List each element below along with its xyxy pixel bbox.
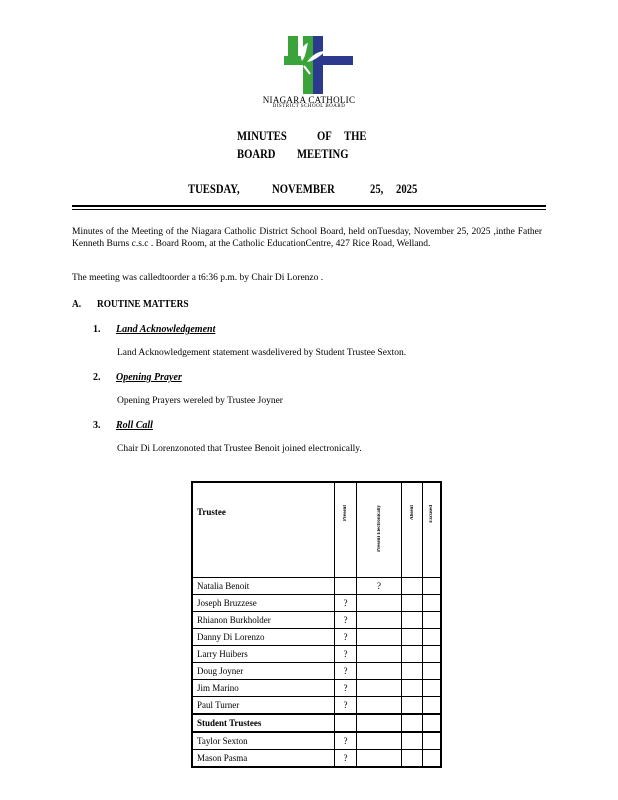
electronic-mark [357,750,402,768]
item-title: Opening Prayer [116,372,182,383]
item-title: Land Acknowledgement [116,324,216,335]
electronic-mark [357,680,402,697]
header-rule-thick [72,205,546,207]
called-to-order: The meeting was calledtoorder a t6:36 p.m. by Chair Di Lorenzo . [72,273,324,283]
electronic-mark [357,732,402,750]
trustee-name: Rhianon Burkholder [192,612,335,629]
logo-subtitle: DISTRICT SCHOOL BOARD [272,104,346,109]
header-rule-thin [72,209,546,210]
absent-header [402,482,423,578]
title-of: OF [317,128,332,143]
electronic-mark: ? [357,578,402,595]
table-row [192,680,441,697]
date-month: NOVEMBER [272,181,335,196]
table-row [192,697,441,715]
trustee-name: Danny Di Lorenzo [192,629,335,646]
item-body: Opening Prayers wereled by Trustee Joyner [117,396,283,406]
date-year: 2025 [396,181,418,196]
present-mark: ? [335,750,357,768]
electronic-mark [357,663,402,680]
excused-header [423,482,442,578]
table-row [192,663,441,680]
electronic-mark [357,612,402,629]
trustee-name: Paul Turner [192,697,335,715]
item-number: 1. [93,324,101,335]
date-day: TUESDAY, [188,181,240,196]
item-number: 2. [93,372,101,383]
table-row [192,629,441,646]
table-row [192,750,441,768]
present-header [335,482,357,578]
present-mark: ? [335,646,357,663]
student-trustees-header-row [192,714,441,732]
attendance-header-row [192,482,441,578]
table-row [192,578,441,595]
item-body: Land Acknowledgement statement wasdelivered by Student Trustee Sexton. [117,348,407,358]
present-mark: ? [335,595,357,612]
excused-header-label: Excused [429,505,434,523]
trustee-name: Natalia Benoit [192,578,335,595]
date-daynum: 25, [370,181,384,196]
table-row [192,732,441,750]
table-row [192,612,441,629]
student-name: Taylor Sexton [192,732,335,750]
title-the: THE [344,128,367,143]
present-mark: ? [335,697,357,715]
trustee-header-label: Trustee [197,507,226,517]
present-electronically-header-label: Present Electronically [376,505,382,552]
electronic-mark [357,629,402,646]
table-row [192,646,441,663]
item-number: 3. [93,420,101,431]
intro-paragraph: Minutes of the Meeting of the Niagara Catholic District School Board, held onTuesday, November 25, 2025 ,inthe Father Kenneth Burns c.s.c . Board Room, at the Catholic EducationCentre, 427 Rice Road, Welland. [72,227,542,249]
item-body: Chair Di Lorenzonoted that Trustee Benoit joined electronically. [117,444,362,454]
electronic-mark [357,646,402,663]
present-mark: ? [335,680,357,697]
electronic-mark [357,697,402,715]
present-mark: ? [335,663,357,680]
attendance-table [191,481,442,768]
present-header-label: Present [343,505,348,522]
trustee-name: Jim Marino [192,680,335,697]
electronic-mark [357,595,402,612]
present-mark: ? [335,612,357,629]
trustee-header [192,482,335,578]
trustee-name: Doug Joyner [192,663,335,680]
present-mark: ? [335,629,357,646]
logo-name: NIAGARA CATHOLIC [262,95,356,105]
present-electronically-header [357,482,402,578]
section-letter: A. [72,298,82,310]
student-trustees-header: Student Trustees [192,714,335,732]
present-mark [335,578,357,595]
trustee-name: Joseph Bruzzese [192,595,335,612]
table-row [192,595,441,612]
title-meeting: MEETING [297,146,349,161]
item-title: Roll Call [116,420,153,431]
title-board: BOARD [237,146,276,161]
student-name: Mason Pasma [192,750,335,768]
trustee-name: Larry Huibers [192,646,335,663]
present-mark: ? [335,732,357,750]
absent-header-label: Absent [409,505,415,521]
title-minutes: MINUTES [237,128,287,143]
section-title: ROUTINE MATTERS [97,298,189,310]
